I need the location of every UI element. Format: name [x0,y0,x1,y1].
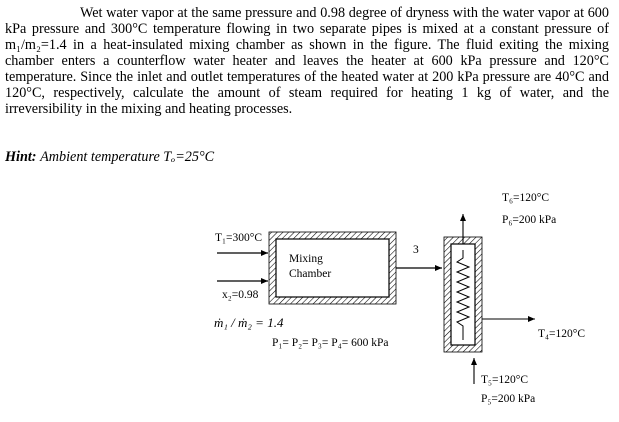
x2-label: x₂=0.98 [222,289,259,301]
chamber-label-2: Chamber [289,268,332,280]
t5-label: T₅=120°C [481,374,529,386]
mass-ratio-label: ṁ₁ / ṁ₂ = 1.4 [214,315,284,330]
p6-label: P₆=200 kPa [502,214,557,226]
pressure-label: P₁= P₂= P₃= P₄= 600 kPa [272,337,389,349]
state-3-label: 3 [413,244,419,256]
hint-label: Hint: [5,149,37,165]
t1-label: T₁=300°C [215,232,263,244]
problem-text: Wet water vapor at the same pressure and 0.98 degree of dryness with the water vapor at 600 kPa pressure and 300°C temperature flowing in two separate pipes is mixed at a constant pressure of m₁/m₂=1.4 in a heat-insulated mixing chamber as shown in the figure. The fluid exiting the mixing chamber enters a counterflow water heater and leaves the heater at 600 kPa pressure and 120°C temperature. Since the inlet and outlet temperatures of the heated water at 200 kPa pressure are 40°C and 120°C, respectively, calculate the amount of steam required for heating 1 kg of water, and the irreversibility in the mixing and heating processes. [5,5,609,117]
t6-label: T₆=120°C [502,192,550,204]
t4-label: T₄=120°C [538,328,586,340]
p5-label: P₅=200 kPa [481,393,536,405]
chamber-label-1: Mixing [289,253,323,265]
hint-text: Ambient temperature Tₒ=25°C [40,149,215,165]
water-heater [444,237,482,352]
